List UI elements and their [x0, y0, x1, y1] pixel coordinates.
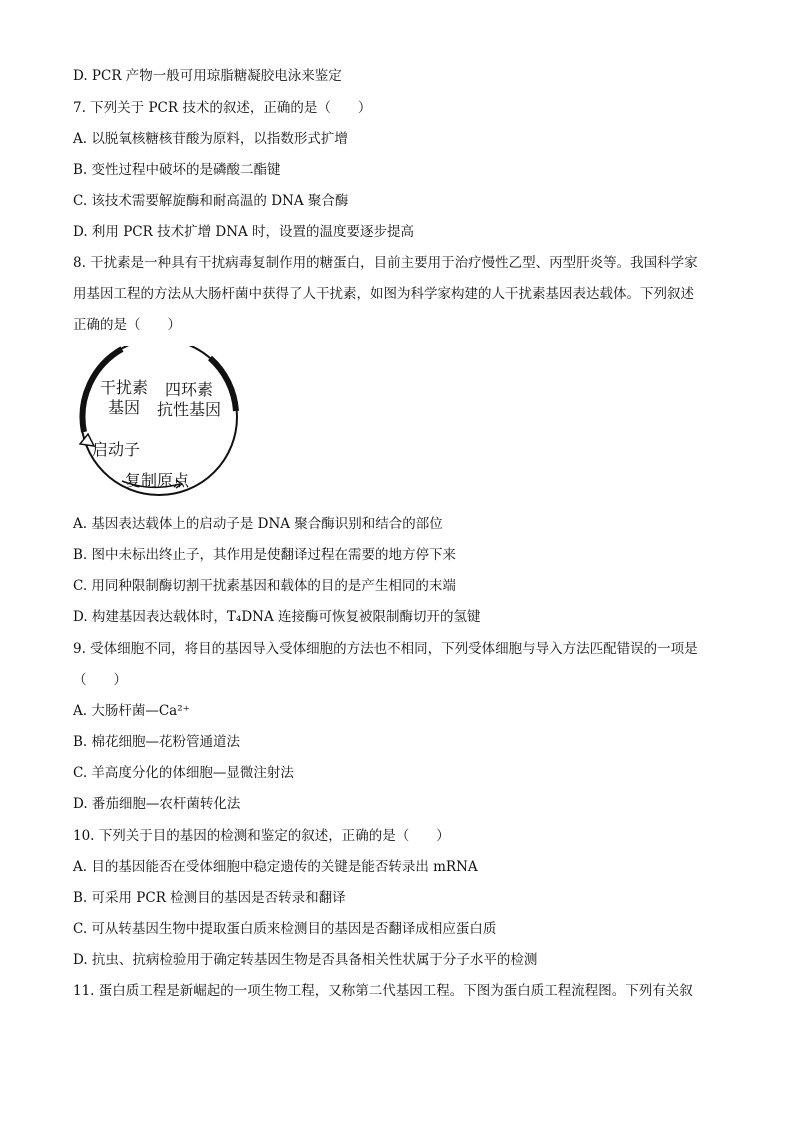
q7-option-c: C. 该技术需要解旋酶和耐高温的 DNA 聚合酶: [73, 193, 349, 209]
q8-option-d: D. 构建基因表达载体时，T₄DNA 连接酶可恢复被限制酶切开的氢键: [73, 609, 481, 625]
label-interferon-2: 基因: [108, 398, 141, 417]
q9-option-d: D. 番茄细胞—农杆菌转化法: [73, 796, 241, 812]
label-promoter: 启动子: [92, 440, 141, 459]
q7-option-b: B. 变性过程中破坏的是磷酸二酯键: [73, 162, 281, 178]
q9-option-a: A. 大肠杆菌—Ca²⁺: [73, 703, 190, 719]
label-tet-2: 抗性基因: [157, 400, 222, 419]
label-interferon-1: 干扰素: [100, 378, 149, 397]
q6-option-d: D. PCR 产物一般可用琼脂糖凝胶电泳来鉴定: [73, 68, 342, 84]
q11-stem-line-1: 11. 蛋白质工程是新崛起的一项生物工程，又称第二代基因工程。下图为蛋白质工程流程图。下列有关叙: [73, 983, 693, 999]
q9-option-b: B. 棉花细胞—花粉管通道法: [73, 734, 241, 750]
q7-option-a: A. 以脱氧核糖核苷酸为原料，以指数形式扩增: [73, 131, 348, 147]
q9-stem-line-2: （ ）: [73, 672, 127, 688]
q9-stem-line-1: 9. 受体细胞不同，将目的基因导入受体细胞的方法也不相同，下列受体细胞与导入方法匹配错误的一项是: [73, 641, 698, 657]
q10-option-c: C. 可从转基因生物中提取蛋白质来检测目的基因是否翻译成相应蛋白质: [73, 921, 497, 937]
q9-option-c: C. 羊高度分化的体细胞—显微注射法: [73, 765, 294, 781]
q10-stem: 10. 下列关于目的基因的检测和鉴定的叙述，正确的是（ ）: [73, 828, 450, 844]
q8-option-c: C. 用同种限制酶切割干扰素基因和载体的目的是产生相同的末端: [73, 578, 456, 594]
q7-stem: 7. 下列关于 PCR 技术的叙述，正确的是（ ）: [73, 100, 372, 116]
q8-stem-line-3: 正确的是（ ）: [73, 317, 181, 333]
q7-option-d: D. 利用 PCR 技术扩增 DNA 时，设置的温度要逐步提高: [73, 224, 415, 240]
q10-option-b: B. 可采用 PCR 检测目的基因是否转录和翻译: [73, 890, 346, 906]
label-tet-1: 四环素: [165, 380, 214, 399]
q8-stem-line-2: 用基因工程的方法从大肠杆菌中获得了人干扰素，如图为科学家构建的人干扰素基因表达载体。下列叙述: [73, 286, 694, 302]
q10-option-a: A. 目的基因能否在受体细胞中稳定遗传的关键是能否转录出 mRNA: [73, 859, 478, 875]
q10-option-d: D. 抗虫、抗病检验用于确定转基因生物是否具备相关性状属于分子水平的检测: [73, 952, 538, 968]
label-origin: 复制原点: [125, 471, 190, 490]
q8-option-a: A. 基因表达载体上的启动子是 DNA 聚合酶识别和结合的部位: [73, 516, 443, 532]
q8-option-b: B. 图中未标出终止子，其作用是使翻译过程在需要的地方停下来: [73, 547, 457, 563]
plasmid-diagram: [70, 346, 250, 506]
q8-stem-line-1: 8. 干扰素是一种具有干扰病毒复制作用的糖蛋白，目前主要用于治疗慢性乙型、丙型肝炎等。我国科学家: [73, 255, 698, 271]
